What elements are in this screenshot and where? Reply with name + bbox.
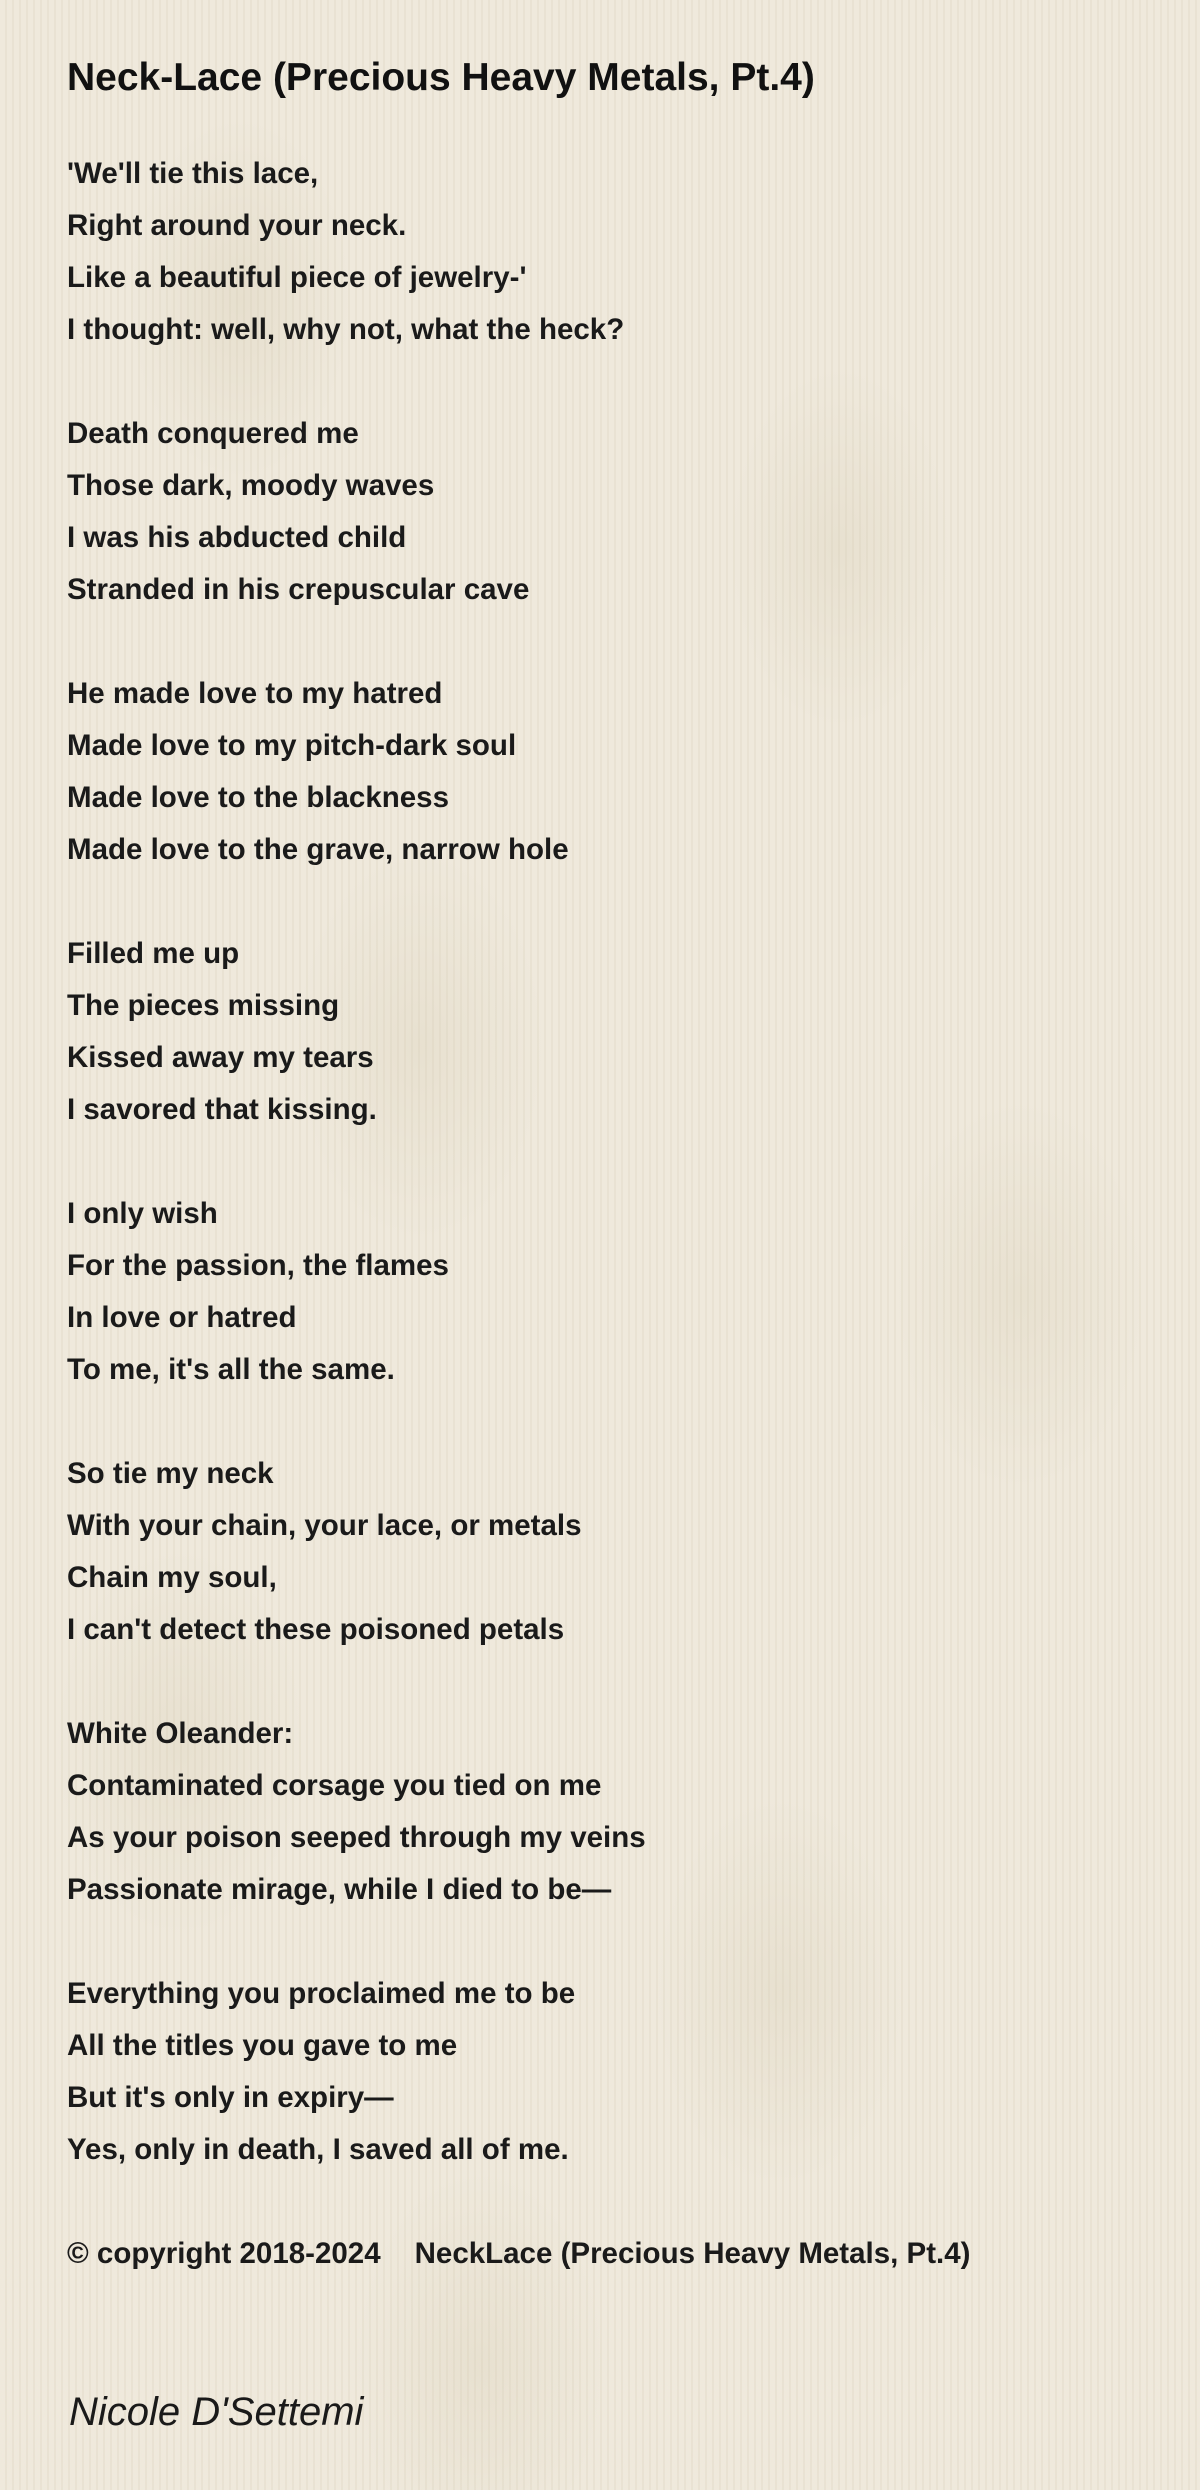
poem-line: I only wish xyxy=(67,1197,218,1230)
poem-line: Right around your neck. xyxy=(67,209,407,242)
poem-line: But it's only in expiry— xyxy=(67,2081,394,2114)
poem-line: Like a beautiful piece of jewelry-' xyxy=(67,261,527,294)
poem-line: 'We'll tie this lace, xyxy=(67,157,319,190)
poem-line: Made love to the grave, narrow hole xyxy=(67,833,569,866)
poem-line: I can't detect these poisoned petals xyxy=(67,1613,565,1646)
poem-line: He made love to my hatred xyxy=(67,677,443,710)
poem-line: Made love to my pitch-dark soul xyxy=(67,729,517,762)
poem-line: All the titles you gave to me xyxy=(67,2029,458,2062)
poem-line: With your chain, your lace, or metals xyxy=(67,1509,582,1542)
stanza-7 xyxy=(67,1708,646,1916)
stanza-1 xyxy=(67,148,646,356)
poem-title: Neck-Lace (Precious Heavy Metals, Pt.4) xyxy=(67,56,815,99)
stanza-4 xyxy=(67,928,646,1136)
poem-line: As your poison seeped through my veins xyxy=(67,1821,646,1854)
poem-body xyxy=(67,148,646,2228)
poem-line: Chain my soul, xyxy=(67,1561,277,1594)
poem-line: Yes, only in death, I saved all of me. xyxy=(67,2133,569,2166)
copyright-row xyxy=(67,2228,970,2280)
copyright-notice: © copyright 2018-2024 xyxy=(67,2237,381,2270)
poem-line: In love or hatred xyxy=(67,1301,297,1334)
poem-line: To me, it's all the same. xyxy=(67,1353,395,1386)
poem-line: Stranded in his crepuscular cave xyxy=(67,573,530,606)
poem-line: Kissed away my tears xyxy=(67,1041,374,1074)
poem-line: Made love to the blackness xyxy=(67,781,449,814)
stanza-5 xyxy=(67,1188,646,1396)
poem-line: I savored that kissing. xyxy=(67,1093,377,1126)
author-name: Nicole D'Settemi xyxy=(69,2390,364,2434)
poem-line: Those dark, moody waves xyxy=(67,469,435,502)
stanza-8 xyxy=(67,1968,646,2176)
poem-line: For the passion, the flames xyxy=(67,1249,449,1282)
poem-line: Death conquered me xyxy=(67,417,359,450)
poem-line: Passionate mirage, while I died to be— xyxy=(67,1873,612,1906)
poem-line: So tie my neck xyxy=(67,1457,274,1490)
stanza-3 xyxy=(67,668,646,876)
poem-line: The pieces missing xyxy=(67,989,340,1022)
poem-line: Filled me up xyxy=(67,937,240,970)
poem-line: Contaminated corsage you tied on me xyxy=(67,1769,602,1802)
copyright-poem-title: NeckLace (Precious Heavy Metals, Pt.4) xyxy=(414,2237,971,2270)
poem-line: Everything you proclaimed me to be xyxy=(67,1977,576,2010)
poem-line: I thought: well, why not, what the heck? xyxy=(67,313,625,346)
stanza-2 xyxy=(67,408,646,616)
poem-line: White Oleander: xyxy=(67,1717,294,1750)
poem-line: I was his abducted child xyxy=(67,521,407,554)
stanza-6 xyxy=(67,1448,646,1656)
